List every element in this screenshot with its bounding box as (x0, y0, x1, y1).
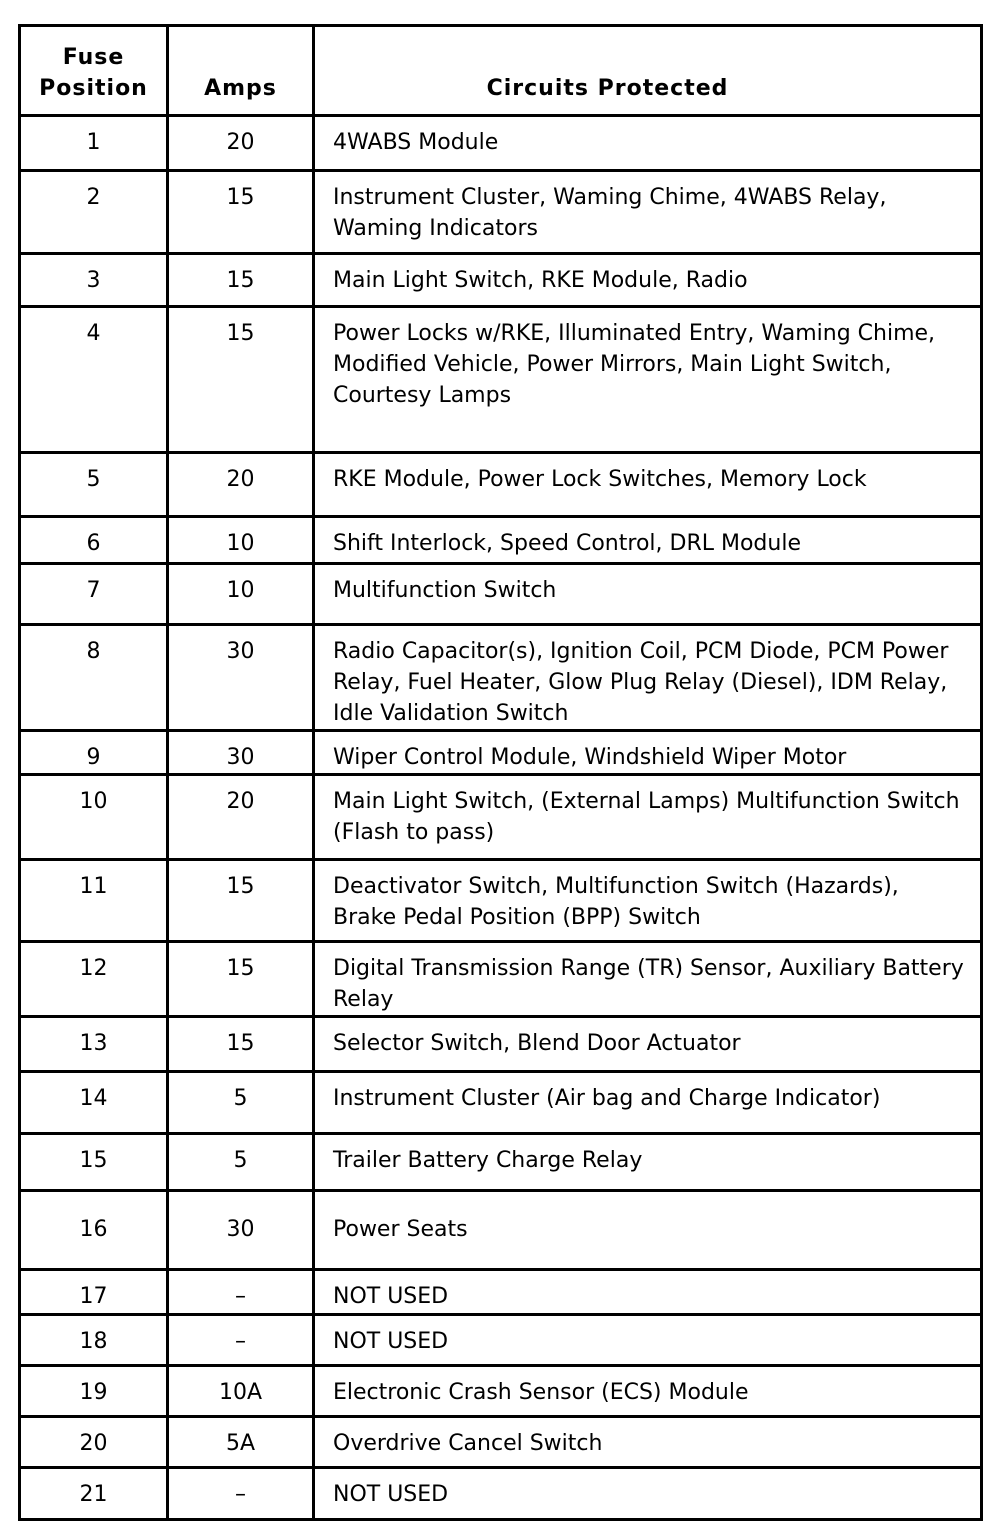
cell-circuits: Power Locks w/RKE, Illuminated Entry, Waming Chime, Modified Vehicle, Power Mirrors, Main Light Switch, Courtesy Lamps (314, 307, 982, 453)
cell-fuse-position: 4 (20, 307, 168, 453)
cell-fuse-position: 5 (20, 453, 168, 517)
cell-fuse-position: 21 (20, 1468, 168, 1520)
cell-circuits: RKE Module, Power Lock Switches, Memory Lock (314, 453, 982, 517)
cell-fuse-position: 15 (20, 1134, 168, 1191)
cell-circuits: Instrument Cluster (Air bag and Charge Indicator) (314, 1072, 982, 1134)
cell-fuse-position: 12 (20, 942, 168, 1017)
cell-fuse-position: 2 (20, 171, 168, 254)
cell-amps: 20 (168, 453, 314, 517)
cell-amps: – (168, 1468, 314, 1520)
cell-fuse-position: 18 (20, 1315, 168, 1366)
cell-amps: 10A (168, 1366, 314, 1417)
cell-circuits: NOT USED (314, 1468, 982, 1520)
cell-amps: 5 (168, 1072, 314, 1134)
cell-fuse-position: 11 (20, 860, 168, 942)
cell-amps: 15 (168, 254, 314, 307)
table-row (20, 1017, 982, 1072)
table-row (20, 116, 982, 171)
cell-amps: 5A (168, 1417, 314, 1468)
cell-circuits: Power Seats (314, 1191, 982, 1270)
cell-amps: 20 (168, 775, 314, 860)
cell-circuits: NOT USED (314, 1270, 982, 1315)
table-row (20, 1417, 982, 1468)
cell-fuse-position: 8 (20, 625, 168, 731)
cell-fuse-position: 6 (20, 517, 168, 564)
table-header (20, 26, 982, 116)
cell-amps: 15 (168, 171, 314, 254)
header-amps: Amps (168, 26, 314, 116)
table-row (20, 731, 982, 775)
cell-fuse-position: 1 (20, 116, 168, 171)
table-row (20, 1270, 982, 1315)
table-row (20, 1072, 982, 1134)
cell-fuse-position: 3 (20, 254, 168, 307)
cell-fuse-position: 13 (20, 1017, 168, 1072)
cell-circuits: NOT USED (314, 1315, 982, 1366)
cell-fuse-position: 16 (20, 1191, 168, 1270)
table-row (20, 307, 982, 453)
cell-circuits: Radio Capacitor(s), Ignition Coil, PCM Diode, PCM Power Relay, Fuel Heater, Glow Plug Relay (Diesel), IDM Relay, Idle Validation Switch (314, 625, 982, 731)
header-fuse-position: Fuse Position (20, 26, 168, 116)
cell-amps: – (168, 1315, 314, 1366)
cell-amps: 30 (168, 625, 314, 731)
cell-amps: 15 (168, 942, 314, 1017)
table-row (20, 775, 982, 860)
cell-fuse-position: 14 (20, 1072, 168, 1134)
table-row (20, 625, 982, 731)
table-row (20, 860, 982, 942)
cell-fuse-position: 10 (20, 775, 168, 860)
cell-fuse-position: 9 (20, 731, 168, 775)
table-row (20, 1134, 982, 1191)
cell-amps: 20 (168, 116, 314, 171)
cell-circuits: Selector Switch, Blend Door Actuator (314, 1017, 982, 1072)
cell-amps: 30 (168, 731, 314, 775)
cell-circuits: Wiper Control Module, Windshield Wiper Motor (314, 731, 982, 775)
cell-circuits: Shift Interlock, Speed Control, DRL Module (314, 517, 982, 564)
table-body (20, 116, 982, 1520)
header-circuits-protected: Circuits Protected (314, 26, 982, 116)
table-row (20, 254, 982, 307)
cell-circuits: Main Light Switch, RKE Module, Radio (314, 254, 982, 307)
cell-fuse-position: 7 (20, 564, 168, 625)
table-row (20, 942, 982, 1017)
table-row (20, 453, 982, 517)
cell-circuits: Trailer Battery Charge Relay (314, 1134, 982, 1191)
table-row (20, 564, 982, 625)
cell-fuse-position: 19 (20, 1366, 168, 1417)
header-row (20, 26, 982, 116)
cell-fuse-position: 17 (20, 1270, 168, 1315)
cell-amps: 15 (168, 307, 314, 453)
cell-amps: 15 (168, 1017, 314, 1072)
cell-circuits: Main Light Switch, (External Lamps) Multifunction Switch (Flash to pass) (314, 775, 982, 860)
cell-circuits: Instrument Cluster, Waming Chime, 4WABS Relay, Waming Indicators (314, 171, 982, 254)
cell-circuits: Multifunction Switch (314, 564, 982, 625)
table-row (20, 1191, 982, 1270)
cell-fuse-position: 20 (20, 1417, 168, 1468)
cell-circuits: Digital Transmission Range (TR) Sensor, Auxiliary Battery Relay (314, 942, 982, 1017)
cell-circuits: Overdrive Cancel Switch (314, 1417, 982, 1468)
table-row (20, 517, 982, 564)
table-row (20, 1315, 982, 1366)
cell-amps: 30 (168, 1191, 314, 1270)
cell-circuits: Deactivator Switch, Multifunction Switch (Hazards), Brake Pedal Position (BPP) Switch (314, 860, 982, 942)
cell-circuits: 4WABS Module (314, 116, 982, 171)
table-row (20, 1366, 982, 1417)
cell-amps: 10 (168, 564, 314, 625)
cell-amps: 5 (168, 1134, 314, 1191)
cell-amps: 15 (168, 860, 314, 942)
cell-amps: – (168, 1270, 314, 1315)
cell-circuits: Electronic Crash Sensor (ECS) Module (314, 1366, 982, 1417)
table-row (20, 171, 982, 254)
table-row (20, 1468, 982, 1520)
fuse-table (18, 24, 983, 1521)
cell-amps: 10 (168, 517, 314, 564)
